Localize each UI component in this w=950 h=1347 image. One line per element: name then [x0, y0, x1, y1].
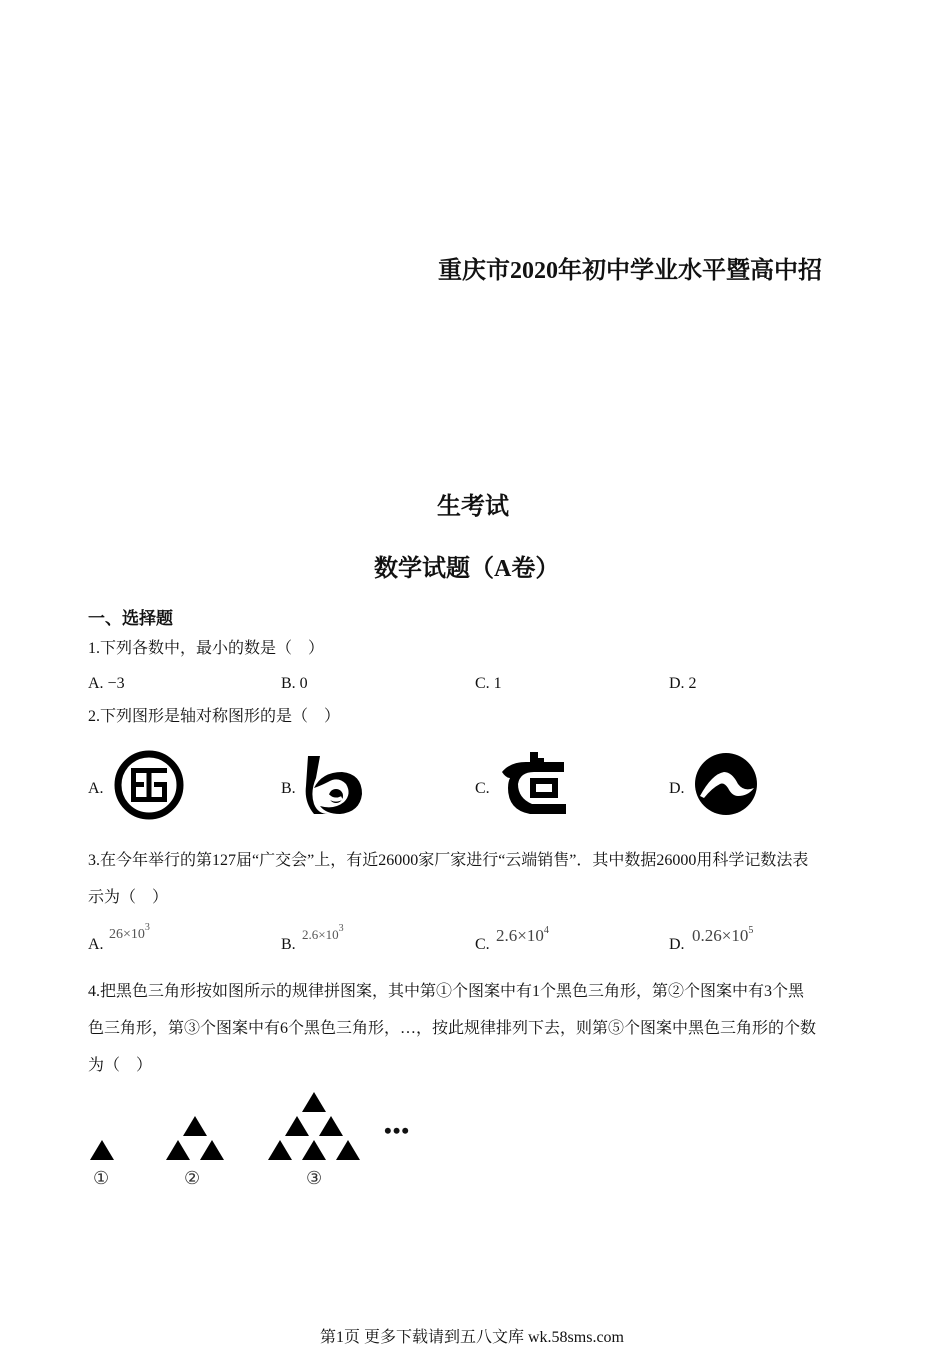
- page-title-line2: 生考试: [437, 494, 509, 520]
- q3-c-exponent: 4: [543, 925, 549, 936]
- triangle-icon: [200, 1140, 224, 1160]
- q3-a-times: ×10: [123, 927, 145, 942]
- q3-d-mantissa: 0.26: [692, 926, 722, 945]
- triangle-pattern-2: [164, 1114, 226, 1162]
- q3-option-a-label: A.: [88, 936, 104, 953]
- triangle-icon: [302, 1092, 326, 1112]
- q2-option-a-label: A.: [88, 780, 104, 797]
- q3-option-c-value: [496, 926, 549, 946]
- q1-option-a: A. −3: [88, 675, 125, 692]
- triangle-icon: [166, 1140, 190, 1160]
- triangle-icon: [336, 1140, 360, 1160]
- page-subtitle: 数学试题（A卷）: [374, 556, 560, 582]
- bank-d-logo-icon: [694, 752, 758, 816]
- q1-option-d: D. 2: [669, 675, 697, 692]
- triangle-icon: [319, 1116, 343, 1136]
- triangle-icon: [90, 1140, 114, 1160]
- question-3-stem-line1: 3.在今年举行的第127届“广交会”上，有近26000家厂家进行“云端销售”．其中数据26000用科学记数法表: [88, 852, 809, 869]
- triangle-pattern-1: [88, 1138, 116, 1162]
- question-3-stem-line2: 示为（ ）: [88, 889, 169, 906]
- q3-c-times: ×10: [517, 926, 544, 945]
- q3-d-times: ×10: [721, 926, 749, 945]
- triangle-icon: [268, 1140, 292, 1160]
- q3-option-b-value: [302, 923, 344, 943]
- q3-b-times: ×10: [318, 927, 339, 942]
- bank-b-logo-icon: [300, 752, 366, 818]
- question-2-stem: 2.下列图形是轴对称图形的是（ ）: [88, 708, 341, 725]
- q3-d-exponent: 5: [748, 925, 754, 936]
- q3-option-d-value: [692, 926, 753, 946]
- q3-a-exponent: 3: [144, 922, 150, 933]
- q3-c-mantissa: 2.6: [496, 926, 518, 945]
- q3-a-mantissa: 26: [109, 927, 123, 942]
- question-4-stem-line3: 为（ ）: [88, 1057, 153, 1074]
- bank-c-logo-icon: [500, 748, 572, 816]
- pattern-label-2: ②: [184, 1168, 201, 1188]
- question-4-stem-line1: 4.把黑色三角形按如图所示的规律拼图案，其中第①个图案中有1个黑色三角形，第②个图案中有3个黑: [88, 983, 805, 1000]
- page-title-line1: 重庆市2020年初中学业水平暨高中招: [438, 258, 822, 284]
- triangle-icon: [183, 1116, 207, 1136]
- q3-option-c-label: C.: [475, 936, 490, 953]
- triangle-pattern-3: [266, 1090, 362, 1162]
- triangle-icon: [302, 1140, 326, 1160]
- triangle-icon: [285, 1116, 309, 1136]
- q3-b-exponent: 3: [338, 923, 344, 934]
- question-1-stem: 1.下列各数中，最小的数是（ ）: [88, 640, 325, 657]
- pattern-ellipsis: •••: [384, 1118, 411, 1143]
- q3-option-b-label: B.: [281, 936, 296, 953]
- q3-option-d-label: D.: [669, 936, 685, 953]
- q3-b-mantissa: 2.6: [302, 927, 319, 942]
- q2-option-b-label: B.: [281, 780, 296, 797]
- q3-option-a-value: [109, 922, 150, 943]
- q1-option-b: B. 0: [281, 675, 308, 692]
- section-heading: 一、选择题: [88, 609, 173, 628]
- q2-option-d-label: D.: [669, 780, 685, 797]
- q2-option-c-label: C.: [475, 780, 490, 797]
- page-footer: 第1页 更多下载请到五八文库 wk.58sms.com: [320, 1329, 625, 1346]
- icbc-logo-icon: [114, 750, 184, 820]
- pattern-label-1: ①: [93, 1168, 110, 1188]
- pattern-label-3: ③: [306, 1168, 323, 1188]
- question-4-stem-line2: 色三角形，第③个图案中有6个黑色三角形，…，按此规律排列下去，则第⑤个图案中黑色三角形的个数: [88, 1020, 817, 1037]
- q1-option-c: C. 1: [475, 675, 502, 692]
